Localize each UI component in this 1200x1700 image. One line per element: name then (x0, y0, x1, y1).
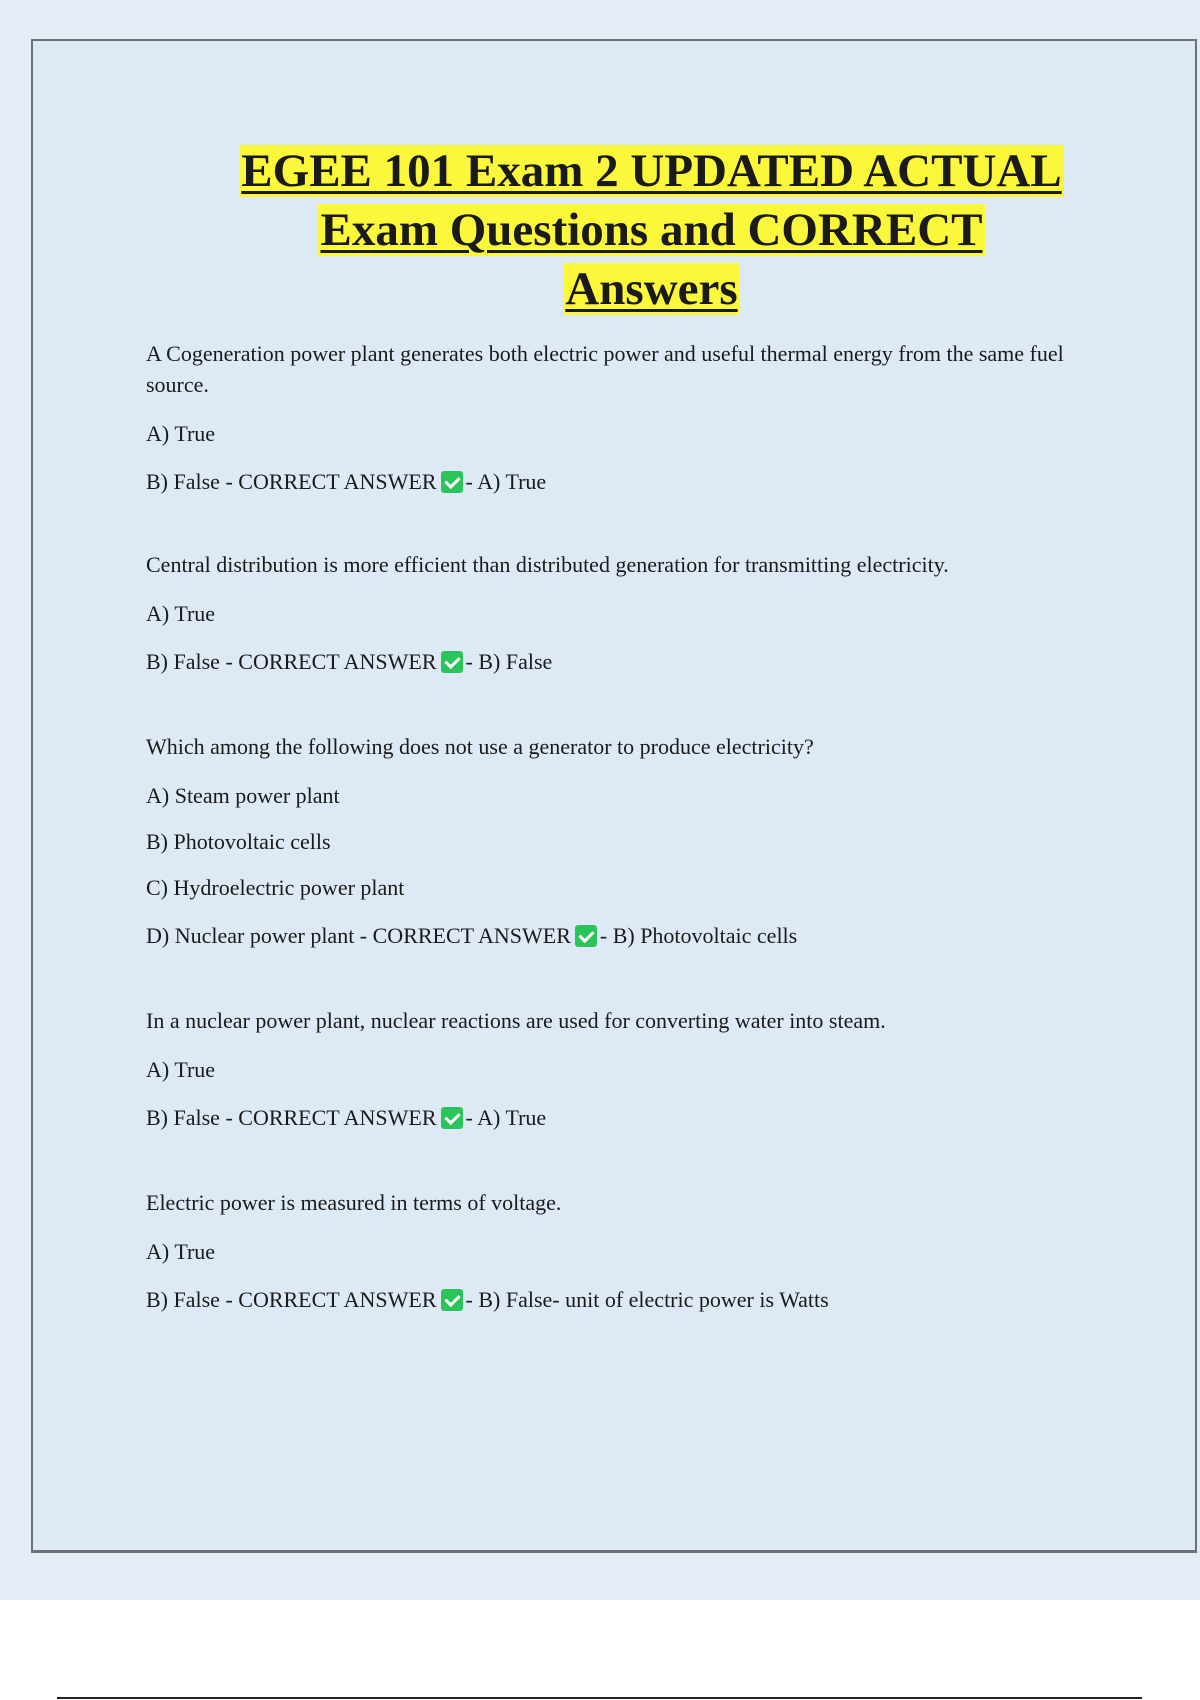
answer-option: A) True (146, 1057, 216, 1082)
answer-option-final (146, 1275, 1066, 1325)
answer-option-label: D) Nuclear power plant - CORRECT ANSWER (146, 923, 571, 948)
check-box-icon (441, 1289, 463, 1311)
question-text: Central distribution is more efficient than distributed generation for transmitting electricity. (146, 552, 949, 577)
answer-option: A) True (146, 601, 216, 626)
title-line-3: Answers (565, 263, 738, 315)
correct-answer: - A) True (465, 1105, 547, 1130)
check-box-icon (441, 651, 463, 673)
answer-option: A) True (146, 1239, 216, 1264)
question-text: A Cogeneration power plant generates both electric power and useful thermal energy from the same fuel source. (146, 341, 1064, 397)
question-text: In a nuclear power plant, nuclear reactions are used for converting water into steam. (146, 1008, 886, 1033)
question-text: Which among the following does not use a generator to produce electricity? (146, 734, 814, 759)
answer-option: B) Photovoltaic cells (146, 829, 331, 854)
question-block (146, 549, 1066, 687)
correct-answer: - B) False (465, 649, 553, 674)
check-box-icon (575, 925, 597, 947)
answer-option: C) Hydroelectric power plant (146, 875, 405, 900)
question-text: Electric power is measured in terms of voltage. (146, 1190, 562, 1215)
title-line-2: Exam Questions and CORRECT (320, 204, 983, 256)
correct-answer: - B) False- unit of electric power is Watts (465, 1287, 829, 1312)
answer-option: A) True (146, 421, 216, 446)
question-block (146, 731, 1066, 961)
question-block (146, 1005, 1066, 1143)
footer-divider (57, 1697, 1142, 1699)
question-block (146, 1187, 1066, 1325)
correct-answer: - A) True (465, 469, 547, 494)
answer-option-final (146, 637, 1066, 687)
question-block (146, 338, 1066, 507)
answer-option-final (146, 457, 1066, 507)
correct-answer: - B) Photovoltaic cells (599, 923, 798, 948)
document-title (146, 142, 1157, 319)
title-line-1: EGEE 101 Exam 2 UPDATED ACTUAL (241, 145, 1062, 197)
answer-option-label: B) False - CORRECT ANSWER (146, 1105, 437, 1130)
answer-option: A) Steam power plant (146, 783, 340, 808)
answer-option-label: B) False - CORRECT ANSWER (146, 649, 437, 674)
answer-option-final (146, 1093, 1066, 1143)
answer-option-final (146, 911, 1066, 961)
questions-list (146, 338, 1066, 1325)
answer-option-label: B) False - CORRECT ANSWER (146, 469, 437, 494)
answer-option-label: B) False - CORRECT ANSWER (146, 1287, 437, 1312)
check-box-icon (441, 1107, 463, 1129)
check-box-icon (441, 471, 463, 493)
